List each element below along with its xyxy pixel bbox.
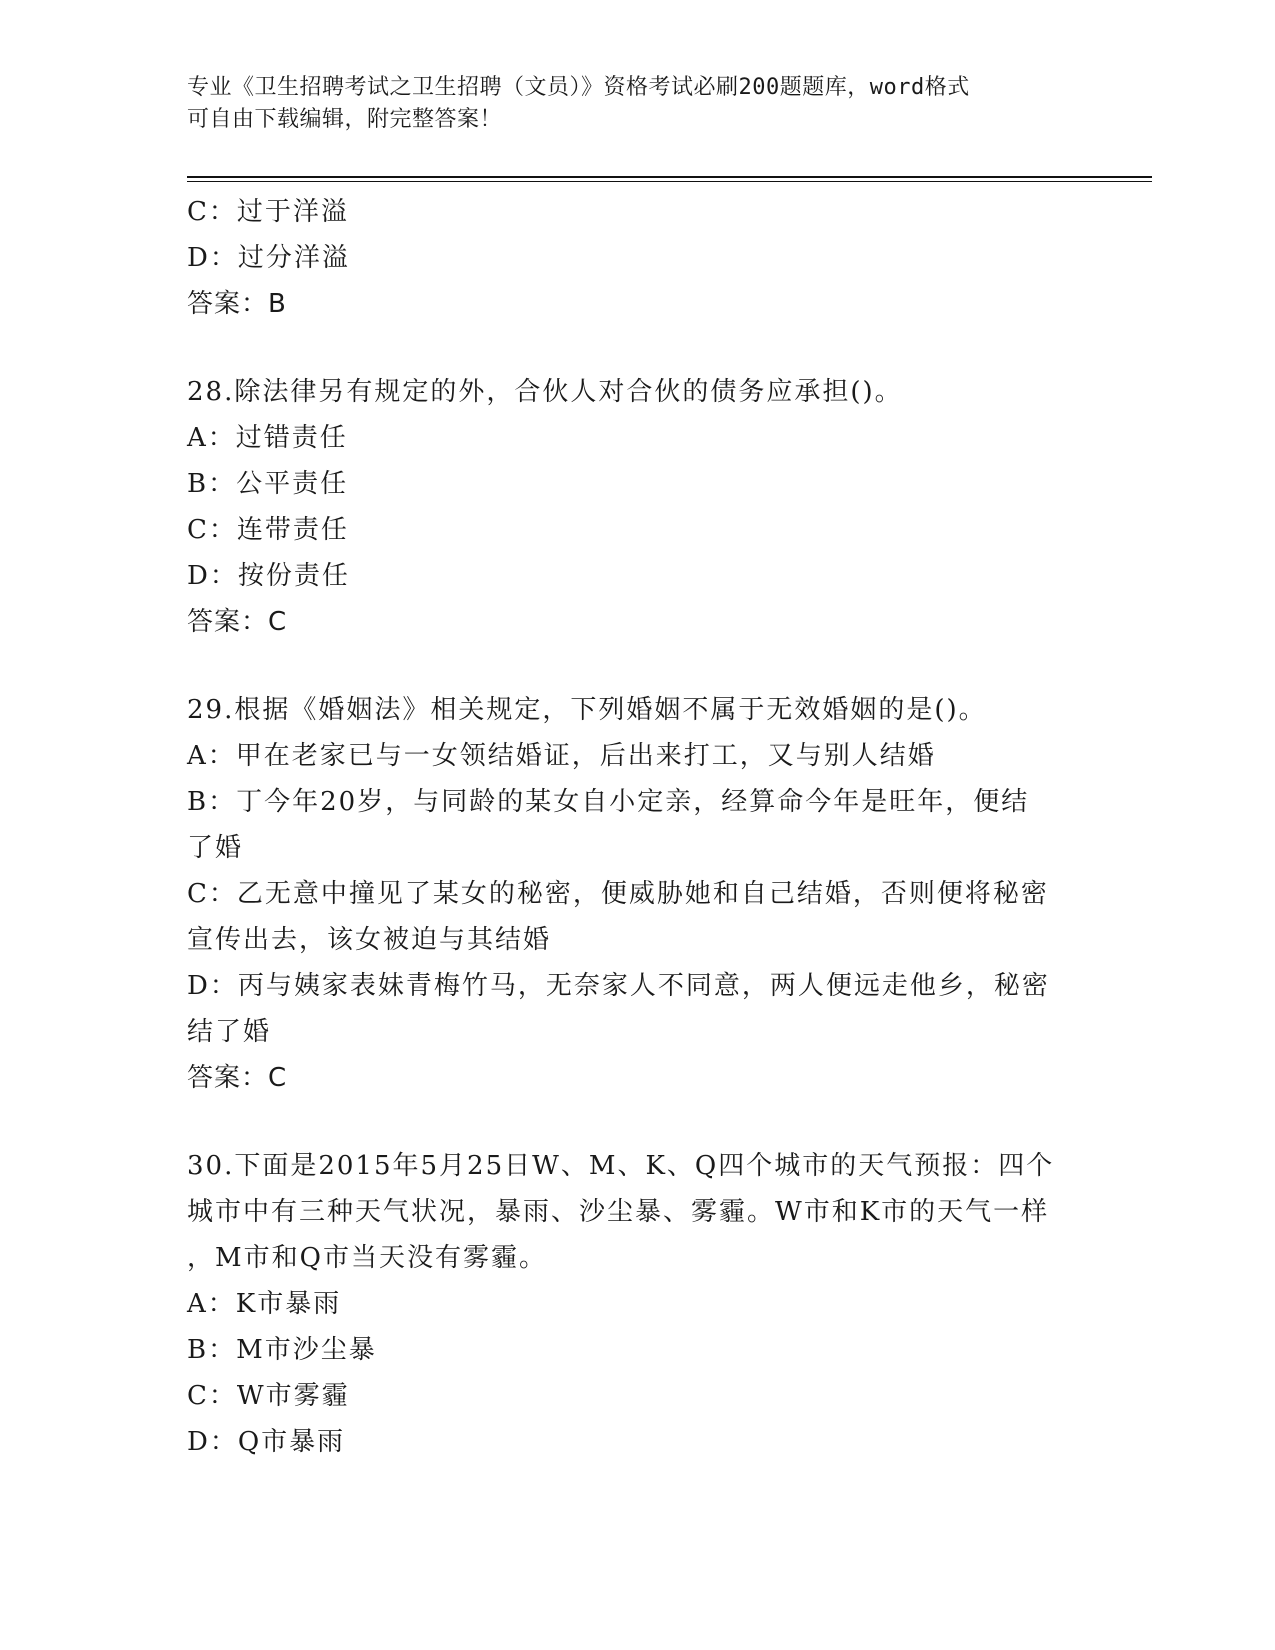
option-d: D：Q市暴雨 [187, 1427, 346, 1457]
question-27-tail [187, 189, 1067, 327]
question-text: 29.根据《婚姻法》相关规定，下列婚姻不属于无效婚姻的是()。 [187, 695, 987, 725]
spacer [187, 327, 1067, 369]
question-text-line-3: ，M市和Q市当天没有雾霾。 [187, 1243, 547, 1273]
question-29 [187, 687, 1067, 1101]
header-rule-thick [187, 176, 1152, 178]
question-text: 28.除法律另有规定的外，合伙人对合伙的债务应承担()。 [187, 377, 903, 407]
option-c: C：W市雾霾 [187, 1381, 350, 1411]
option-d: D：按份责任 [187, 561, 350, 591]
option-d: D：过分洋溢 [187, 243, 350, 273]
spacer [187, 645, 1067, 687]
option-a: A：甲在老家已与一女领结婚证，后出来打工，又与别人结婚 [187, 741, 936, 771]
question-text-line-1: 30.下面是2015年5月25日W、M、K、Q四个城市的天气预报：四个 [187, 1151, 1055, 1181]
option-a: A：过错责任 [187, 423, 348, 453]
header-title-line-2: 可自由下载编辑，附完整答案！ [187, 107, 503, 132]
document-body [187, 189, 1067, 1465]
option-c-line-1: C：乙无意中撞见了某女的秘密，便威胁她和自己结婚，否则便将秘密 [187, 879, 1049, 909]
answer: 答案：C [187, 1063, 288, 1093]
option-b-line-1: B：丁今年20岁，与同龄的某女自小定亲，经算命今年是旺年，便结 [187, 787, 1030, 817]
option-b: B：M市沙尘暴 [187, 1335, 377, 1365]
answer: 答案：C [187, 607, 288, 637]
option-d-line-2: 结了婚 [187, 1017, 272, 1047]
option-d-line-1: D：丙与姨家表妹青梅竹马，无奈家人不同意，两人便远走他乡，秘密 [187, 971, 1050, 1001]
header-rule-thin [187, 181, 1152, 182]
option-b: B：公平责任 [187, 469, 349, 499]
header-title-line-1: 专业《卫生招聘考试之卫生招聘（文员）》资格考试必刷200题题库，word格式 [187, 75, 970, 100]
question-28 [187, 369, 1067, 645]
spacer [187, 1101, 1067, 1143]
option-c: C：过于洋溢 [187, 197, 349, 227]
option-c-line-2: 宣传出去，该女被迫与其结婚 [187, 925, 552, 955]
question-text-line-2: 城市中有三种天气状况，暴雨、沙尘暴、雾霾。W市和K市的天气一样 [187, 1197, 1050, 1227]
option-b-line-2: 了婚 [187, 833, 244, 863]
answer: 答案：B [187, 289, 287, 319]
document-header [187, 72, 1067, 136]
question-30 [187, 1143, 1067, 1465]
option-c: C：连带责任 [187, 515, 349, 545]
option-a: A：K市暴雨 [187, 1289, 342, 1319]
